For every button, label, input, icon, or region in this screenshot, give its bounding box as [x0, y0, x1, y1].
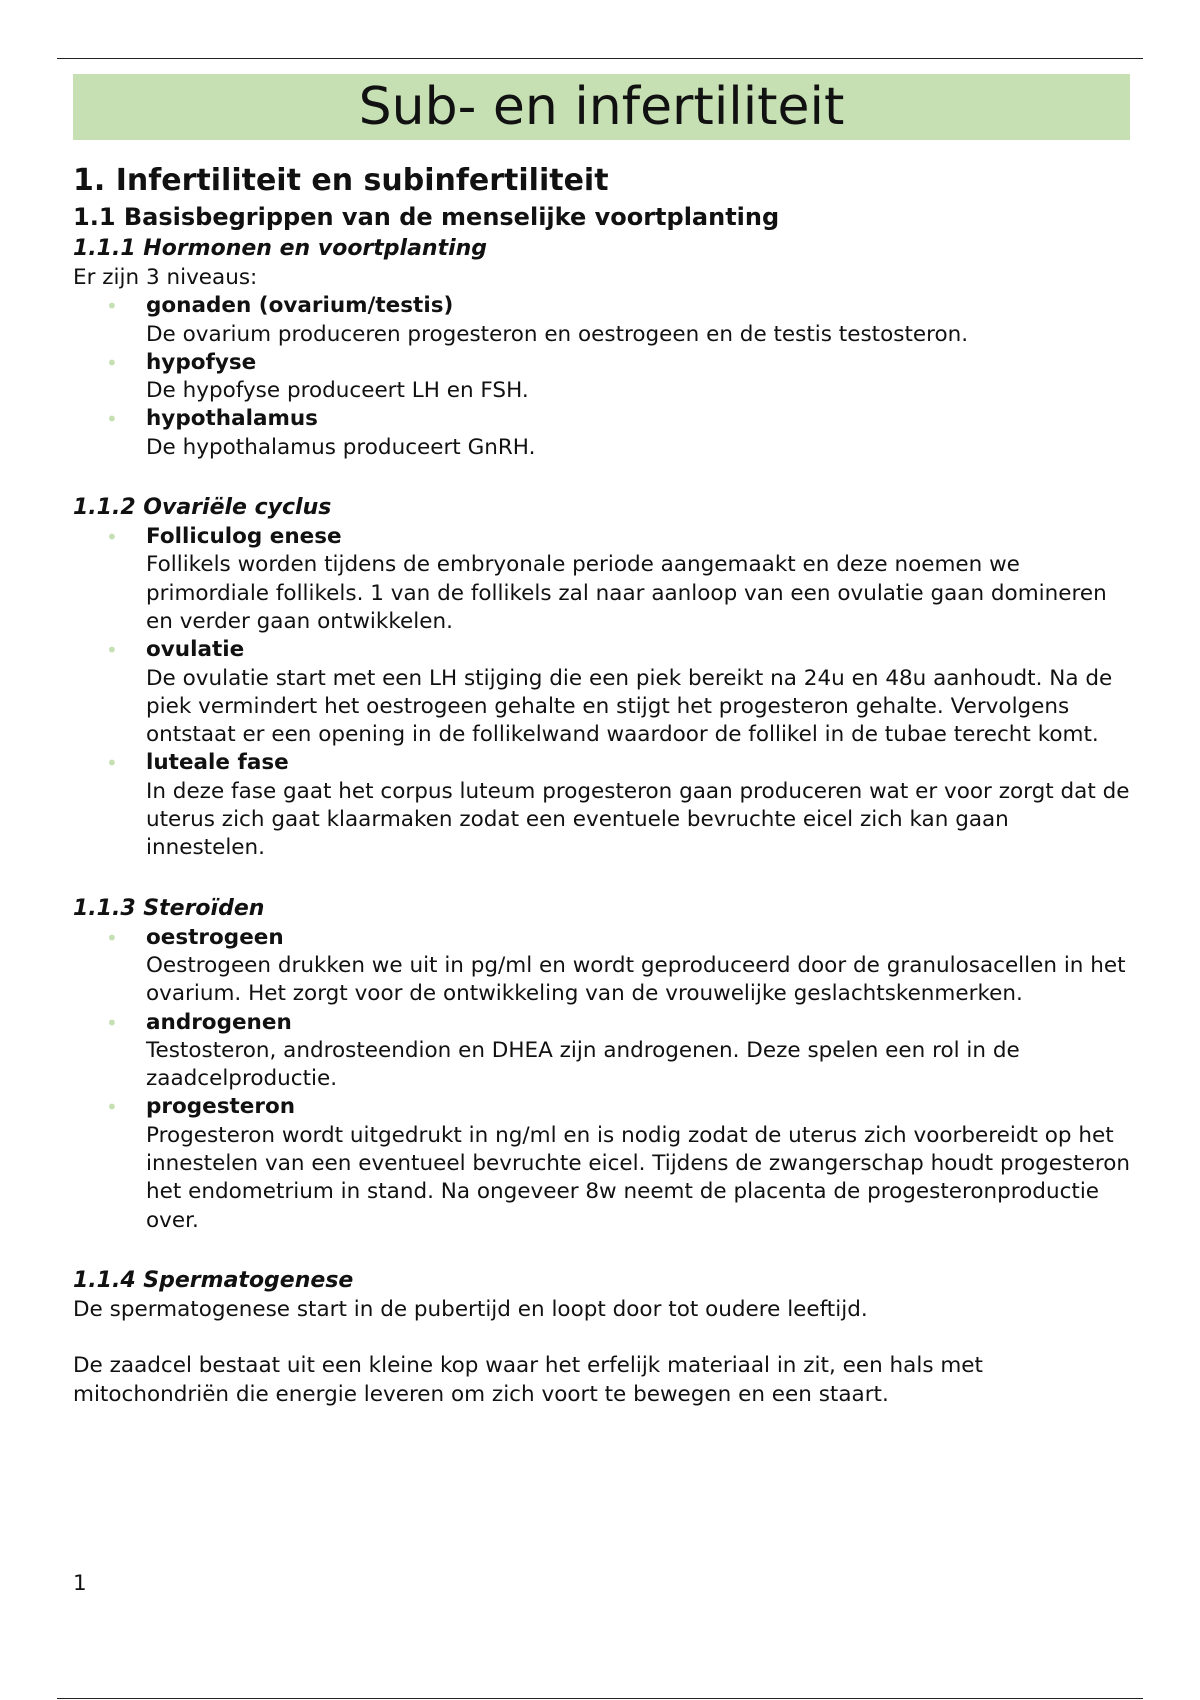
list-item: [73, 405, 1133, 462]
section-heading: 1.1.3 Steroïden: [73, 895, 265, 921]
item-term: oestrogeen: [146, 924, 284, 950]
section-heading: 1.1.1 Hormonen en voortplanting: [73, 236, 488, 261]
heading-2: 1.1 Basisbegrippen van de menselijke voortplanting: [73, 203, 780, 231]
bullet-list: [73, 924, 1133, 1235]
bullet-icon: •: [106, 350, 118, 375]
document-body: [73, 74, 1133, 1409]
item-term: luteale fase: [146, 750, 289, 776]
list-item: [73, 924, 1133, 1009]
section-heading: 1.1.4 Spermatogenese: [73, 1267, 354, 1293]
bullet-icon: •: [106, 638, 118, 663]
list-item: [73, 749, 1133, 862]
bullet-icon: •: [106, 1095, 118, 1120]
item-term: gonaden (ovarium/testis): [146, 293, 454, 319]
item-term: ovulatie: [146, 637, 245, 663]
item-description: De ovarium produceren progesteron en oestrogeen en de testis testosteron.: [146, 321, 969, 347]
list-item: [73, 1093, 1133, 1234]
paragraph: De zaadcel bestaat uit een kleine kop waar het erfelijk materiaal in zit, een hals met mitochondriën die energie leveren om zich voort te bewegen en een staart.: [73, 1353, 983, 1407]
section-intro: Er zijn 3 niveaus:: [73, 265, 258, 290]
page-number: 1: [73, 1571, 87, 1596]
bottom-rule: [57, 1698, 1143, 1699]
item-description: De ovulatie start met een LH stijging die een piek bereikt na 24u en 48u aanhoudt. Na de piek vermindert het oestrogeen gehalte en stijgt het progesteron gehalte. Vervolgens ontstaat er een opening in de follikelwand waardoor de follikel in de tubae terecht komt.: [146, 665, 1113, 748]
item-description: Follikels worden tijdens de embryonale periode aangemaakt en deze noemen we primordiale follikels. 1 van de follikels zal naar aanloop van een ovulatie gaan domineren en verder gaan ontwikkelen.: [146, 552, 1107, 634]
bullet-icon: •: [106, 751, 118, 776]
item-term: hypofyse: [146, 349, 257, 375]
list-item: [73, 636, 1133, 749]
bullet-icon: •: [106, 407, 118, 432]
list-item: [73, 349, 1133, 406]
item-term: Folliculog enese: [146, 524, 342, 550]
bullet-list: [73, 292, 1133, 462]
item-term: progesteron: [146, 1094, 296, 1120]
item-description: Oestrogeen drukken we uit in pg/ml en wordt geproduceerd door de granulosacellen in het ovarium. Het zorgt voor de ontwikkeling van de vrouwelijke geslachtskenmerken.: [146, 952, 1126, 1007]
item-description: De hypothalamus produceert GnRH.: [146, 434, 536, 460]
bullet-icon: •: [106, 1010, 118, 1035]
bullet-icon: •: [106, 925, 118, 950]
bullet-icon: •: [106, 294, 118, 319]
list-item: [73, 292, 1133, 349]
top-rule: [57, 58, 1143, 59]
item-description: De hypofyse produceert LH en FSH.: [146, 378, 529, 404]
item-term: hypothalamus: [146, 406, 318, 432]
item-term: androgenen: [146, 1009, 292, 1035]
list-item: [73, 1009, 1133, 1094]
item-description: Testosteron, androsteendion en DHEA zijn androgenen. Deze spelen een rol in de zaadcelproductie.: [146, 1037, 1020, 1092]
item-description: In deze fase gaat het corpus luteum progesteron gaan produceren wat er voor zorgt dat de uterus zich gaat klaarmaken zodat een eventuele bevruchte eicel zich kan gaan innestelen.: [146, 778, 1130, 861]
bullet-list: [73, 523, 1133, 863]
list-item: [73, 523, 1133, 636]
section-heading: 1.1.2 Ovariële cyclus: [73, 495, 332, 521]
item-description: Progesteron wordt uitgedrukt in ng/ml en is nodig zodat de uterus zich voorbereidt op het innestelen van een eventueel bevruchte eicel. Tijdens de zwangerschap houdt progesteron het endometrium in stand. Na ongeveer 8w neemt de placenta de progesteronproductie over.: [146, 1122, 1130, 1233]
paragraph: De spermatogenese start in de pubertijd en loopt door tot oudere leeftijd.: [73, 1296, 868, 1322]
bullet-icon: •: [106, 525, 118, 550]
heading-1: 1. Infertiliteit en subinfertiliteit: [73, 163, 609, 198]
document-title: Sub- en infertiliteit: [73, 74, 1130, 140]
